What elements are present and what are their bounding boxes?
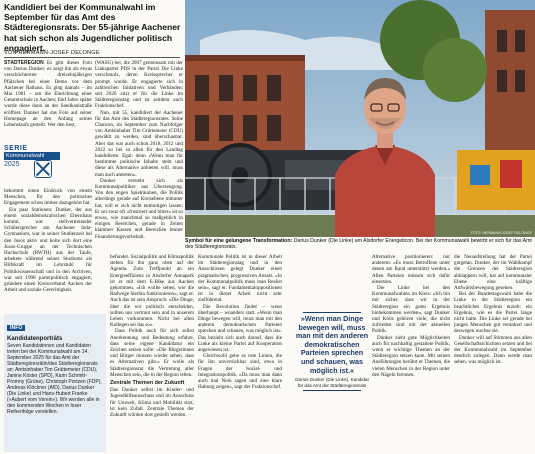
paragraph: Dunker will auf Stimmen aus allen Gesellschaftsschichten setzen und bei der Kommunalwahl im September deutlich zulegen. Dann werde man sehen, was möglich ist. [454, 334, 532, 366]
article-column-6 [454, 254, 532, 452]
caption-text: Darius Dunker (Die Linke) am Alsdorfer Energeticon. Bei der Kommunalwahl bewirbt er sich für das Amt des Städteregionsrats. [185, 238, 532, 251]
paragraph: Die Linke bei den Kommunalwahlen im Kreis: »Ich bin mir sicher, dass wir in der Städteregion ein gutes Ergebnis hinbekommen werden«, sagt Dunker und Kreis gehören viele, die nicht zufrieden sind mit der aktuellen Politik. [372, 285, 450, 335]
caption-lead: Symbol für eine gelungene Transformation: [185, 238, 293, 244]
paragraph: bekommt einen Eindruck von einem Menschen, für den politisches Engagement schon immer dazugehört hat. [4, 188, 92, 207]
byline: VON HERMANN-JOSEF DELONGE [4, 50, 100, 56]
quote-source: Darius Dunker (Die Linke), Kandidat für das Amt der Städteregionsrats [295, 377, 369, 388]
paragraph: Alternative positionieren: nur anderem: »Es muss Betroffene unter denen am Rand unterstützt werden.« Allen Parteien müssen sich dafür einsetzen. [372, 254, 450, 285]
paragraph: Dunker versteht sich als Kommunalpolitiker aus Überzeugung. Von den engen Spielräumen, die Politik allerdings gerade auf Kreisebene mitunter hat, will er sich nicht entmutigen lassen: Er sei zwar oft »frustriert und bitter« ist so etwas, wie manchmal so maßgeblich in einigen Bereichen, gerade in Zeiten klammer Kassen und Bereichen immer Finanzierungsvorbehalt. [95, 177, 183, 240]
dateline: STÄDTEREGION [4, 60, 44, 66]
series-badge [4, 145, 62, 187]
series-tag: SERIE [4, 145, 28, 152]
divider [4, 57, 180, 58]
paragraph: Dunker sieht gute Möglichkeiten auch für nachhaltig gestaltete Politik, wenn er wichtige Themen an der Städteregion setzen kann. Mit seinen Ausführungen berührt er Themen, die vielen Menschen in der Region unter den Nägeln brennen. [372, 334, 450, 378]
paragraph: Nun, mit 55, kandidiert der Aachener für das Amt des Städteregionsrates. Seine Chancen, im September zum Nachfolger von Amtsinhaber Tim Grüttemeier (CDU) gewählt zu werden, sind überschaubar. Aber das war auch schon 2018, 2012 und 2022 so bei so allen für den Landtag kandidierte. Egal: denn »Wenn man für bestimmte politische Inhalte steht und diese als Alternative anbieten will, muss man auch antreten«. [95, 109, 183, 178]
article-column-1b [4, 188, 92, 312]
series-title: Kommunalwahl [4, 152, 60, 160]
quote-text: »Wenn man Dinge bewegen will, muss man mit den anderen demokratischen Parteien sprechen und schauen, was möglich ist.« [295, 314, 369, 375]
paragraph: Das Dunker selbst im Kinder- und Jugendhilfeausschuss und im Ausschuss für Umwelt, Klima und Mobilität sitzt, ist kein Zufall. Zentrale Themen der Zukunft würden dort gestellt werden. [110, 387, 194, 419]
article-column-5 [372, 254, 450, 452]
paragraph: Kommunale Politik ist in dieser Arbeit im Städteregionstag und in den Ausschüssen gelegt Dunker einen pragmatischen, progressiven Ansatz. »In der Kommunalpolitik muss man Realist sein«, sagt er. Fundamentaloppositionen ist in dieser Arbeit nicht sehr zielführend. [198, 254, 282, 304]
headline: Kandidiert bei der Kommunalwahl im September für das Amt des Städteregionsrats. Der 55-jährige Aachener hat sich schon als Jugendlicher politisch engagiert. [4, 2, 181, 53]
pull-quote [295, 310, 369, 393]
info-title: Kandidatenporträts [7, 336, 63, 342]
paragraph: (WASG) bei, die 2007 gemeinsam mit der Linkspartei PDS in der Partei Die Linke verschmolz, deren Kreissprecher er prompt wurde. Er engagierte sich in zahlreichen Initiativen und Verbänden; seit 2020 sitzt er für die Linke im Städteregionstag und ist seitdem auch Fraktionschef. [95, 60, 183, 110]
ballot-cross-icon [34, 160, 52, 178]
info-box [4, 314, 106, 452]
photo-credit: FOTO: HERMANN-JOSEF DELONGE [470, 231, 532, 235]
paragraph: Die Revolution findet – wenn überhaupt – woanders statt. »Wenn man Dinge bewegen will, muss man mit den anderen demokratischen Parteien sprechen und schauen, was möglich ist«. Das bezieht sich auch darauf, dass die Linke als kleine Partei auf Kooperation angewiesen ist. [198, 303, 282, 354]
paragraph: Es gibt dieses Foto von Darius Dunker: es zeigt ihn als etwas verschüchterten dreizehnjährigen Pfälzchen bei einer Demo vor dem Aachener Rathaus. Es ging damals – im Mai 1981 – um die Einrichtung einer Gesamtschule in Aachen; fünf Jahre später wurde diese dann an der Sandkaulstraße eröffnet. Dunker hat das Foto auf seiner Homepage an den Anfang seines Lebenslaufs gestellt. Wer den liest, [4, 60, 92, 129]
quote-rule [303, 312, 361, 313]
quote-rule [303, 390, 361, 391]
article-column-3 [110, 254, 194, 452]
paragraph: die Neuaufstellung hat der Partei gutgetan. Dunker, der im Wahlkampf die Grenzen der Städteregion abklappern will, hat auf kommunaler Ebene eine kräftige Aufwärtsbewegung gesehen. [454, 254, 532, 292]
info-tag: INFO [7, 325, 25, 331]
paragraph: befundet. Sozialpolitik und Klimapolitik stehen für ihn ganz oben auf der Agenda. Zum Treffpunkt an ein Energieeffizienz in Alsdorfer Annapark ist er mit dem E-Bike aus Aachen gekommen. »Ich wollte sehen, wie die Radwege hierhin funktionieren«, sagt er. Auch das ist sein Anspruch: »Die Dinge, über die wir politisch entscheiden, sollten uns vertraut sein und in unserem Leben vorkommen. Nicht bei allen Kollegen sei das so«. [110, 254, 194, 329]
article-column-1 [4, 60, 92, 144]
photo-caption [185, 238, 533, 250]
photo-illustration [185, 0, 535, 237]
series-year: 2025 [4, 161, 20, 168]
paragraph: Dass Politik auch für sich selbst Anerkennung und Bedeutung erfahre, dass seine eigene Kandidatur ein Zeichen setzen solle: »Die Bürgerinnen und Bürger müssen wieder sehen, dass es Alternativen gibt.« Er wolle als Städteregionsrat die Vertretung aller Menschen sein, die in der Region leben. [110, 328, 194, 378]
article-column-4 [198, 254, 282, 452]
paragraph: Gleichwohl gebe es rote Linien, die für ihn unverrückbar sind, etwa in Fragen der Sozial- und Integrationspolitik. »Da muss man dann auch mal Nein sagen und eine klare Haltung zeigen«, sagt der Fraktionschef. [198, 353, 282, 391]
paragraph: Bei der Bundestagswahl habe die Linke in der Städteregion ein beachtliches Ergebnis erzielt: ein Ergebnis, wie es die Partei lange nicht hatte. Die Linke sei gerade bei jungen Menschen gut verankert und deswegen wachse sie. [454, 291, 532, 335]
article-photo [185, 0, 535, 237]
paragraph: Ein paar Stationen: Dunker, der aus einem sozialdemokratischen Elternhaus kommt, war stellvertretender Schülersprecher am Aachener Inda-Gymnasium, war in seiner Studienzeit bei den Jusos aktiv und holte sich dort eine Jusos-Gruppe an der Technischen Hochschule (RWTH) aus der Taufe, arbeitete während seines Studiums als Hilfskraft im Lehrstuhl für Politikwissenschaft und in den Archiven, war seit 1998 parteipolitisch engagiert, gründete einen Kreisverband Aachen der Arbeit und soziale Gerechtigkeit. [4, 206, 92, 294]
info-body: Seven Kandidatinnen und Kandidaten treten bei der Kommunalwahl am 14. September 2025 für das Amt der Städteregionsrätin/des Städteregionsrats an: Amtsinhaber Tim Grüttemeier (CDU), Janine Köster (SPD), Karin Schmitt-Promny (Grüne), Christoph Portzen (FDP), Andreas Klöckner (AfD), Darius Dunker (Die Linke) und Hans-Hubert Franke (»Aubert vom Verein«). Wir werden alle in den kommenden Wochen in loser Reihenfolge vorstellen. [7, 343, 102, 415]
subheading: Zentrale Themen der Zukunft [110, 380, 185, 387]
